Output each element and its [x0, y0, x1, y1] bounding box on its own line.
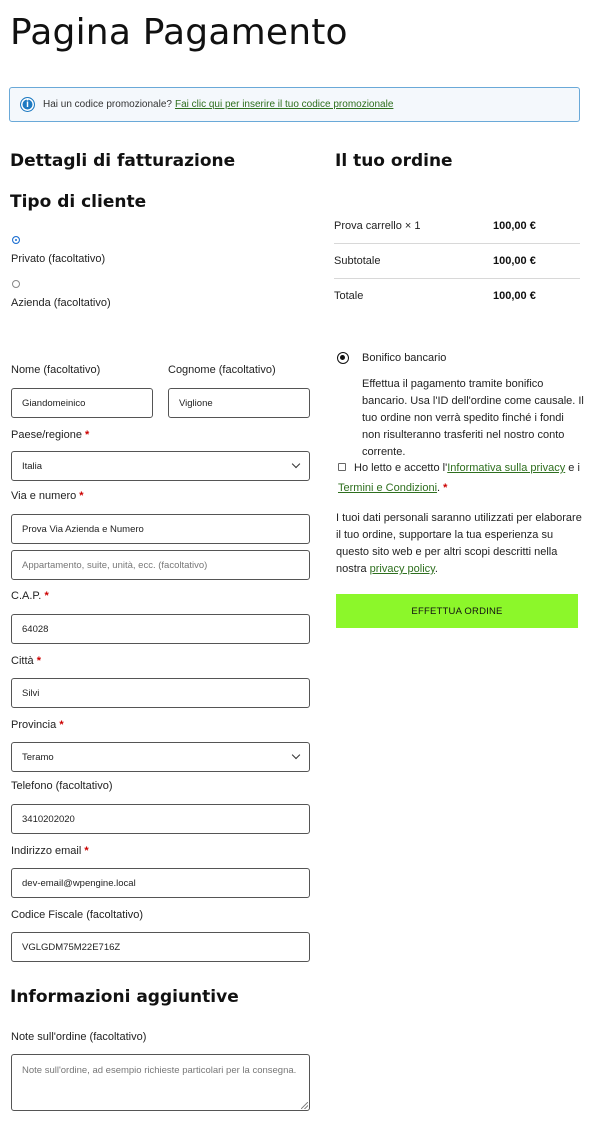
additional-info-heading: Informazioni aggiuntive — [10, 987, 239, 1007]
city-label: Città * — [11, 655, 41, 667]
customer-type-company-label: Azienda (facoltativo) — [11, 297, 111, 309]
order-row-name: Totale — [334, 289, 364, 302]
street-input[interactable]: Prova Via Azienda e Numero — [11, 514, 310, 544]
phone-input[interactable]: 3410202020 — [11, 804, 310, 834]
terms-text: Ho letto e accetto l' — [354, 462, 448, 474]
payment-description: Effettua il pagamento tramite bonifico bancario. Usa l'ID dell'ordine come causale. Il tuo ordine non verrà spedito finché i fondi non risulteranno trasferiti nel nostro conto corrente. — [362, 378, 584, 458]
first-name-label: Nome (facoltativo) — [11, 364, 101, 376]
street-line2-input[interactable]: Appartamento, suite, unità, ecc. (facoltativo) — [11, 550, 310, 580]
country-select[interactable] — [11, 451, 310, 481]
terms-text: . — [437, 482, 441, 494]
customer-type-company-radio[interactable] — [12, 280, 20, 288]
city-input[interactable]: Silvi — [11, 678, 310, 708]
terms-checkbox-row — [338, 458, 583, 498]
order-notes-placeholder: Note sull'ordine, ad esempio richieste particolari per la consegna. — [22, 1065, 297, 1076]
privacy-policy-link-2[interactable]: privacy policy — [369, 563, 435, 575]
order-row-value: 100,00 € — [493, 289, 536, 302]
coupon-notice-text: Hai un codice promozionale? — [43, 99, 172, 110]
order-row-total — [334, 278, 580, 313]
order-row-subtotal — [334, 243, 580, 278]
chevron-down-icon — [292, 751, 300, 759]
email-label: Indirizzo email * — [11, 845, 89, 857]
terms-text: e i — [565, 462, 580, 474]
terms-conditions-link[interactable]: Termini e Condizioni — [338, 482, 438, 494]
email-input[interactable]: dev-email@wpengine.local — [11, 868, 310, 898]
country-select-value: Italia — [22, 460, 43, 472]
payment-bank-transfer-radio[interactable] — [337, 352, 349, 364]
street-label: Via e numero * — [11, 490, 84, 502]
cap-label: C.A.P. * — [11, 590, 49, 602]
customer-type-heading: Tipo di cliente — [10, 192, 147, 212]
chevron-down-icon — [292, 460, 300, 468]
place-order-button[interactable]: EFFETTUA ORDINE — [336, 594, 578, 628]
privacy-text-end: . — [434, 563, 438, 575]
order-notes-textarea[interactable] — [11, 1054, 310, 1111]
privacy-policy-link[interactable]: Informativa sulla privacy — [447, 462, 566, 474]
privacy-notice — [336, 510, 582, 578]
province-label: Provincia * — [11, 719, 64, 731]
last-name-label: Cognome (facoltativo) — [168, 364, 276, 376]
privacy-text: I tuoi dati personali saranno utilizzati per elaborare il tuo ordine, supportare la tua esperienza su questo sito web e per altri scopi descritti nella nostra — [336, 512, 582, 575]
first-name-input[interactable]: Giandomeinico — [11, 388, 153, 418]
fiscal-code-input[interactable]: VGLGDM75M22E716Z — [11, 932, 310, 962]
required-mark: * — [443, 482, 448, 494]
terms-checkbox[interactable] — [338, 463, 346, 471]
page-title: Pagina Pagamento — [10, 12, 348, 53]
order-row-product — [334, 208, 580, 243]
customer-type-private-radio[interactable] — [12, 236, 20, 244]
order-heading: Il tuo ordine — [335, 151, 453, 171]
cap-input[interactable]: 64028 — [11, 614, 310, 644]
phone-label: Telefono (facoltativo) — [11, 780, 113, 792]
info-icon: i — [20, 97, 35, 112]
resize-handle-icon[interactable] — [301, 1102, 308, 1109]
country-label: Paese/regione * — [11, 429, 90, 441]
fiscal-code-label: Codice Fiscale (facoltativo) — [11, 909, 144, 921]
payment-method-label: Bonifico bancario — [362, 352, 447, 364]
customer-type-private-label: Privato (facoltativo) — [11, 253, 106, 265]
coupon-notice — [9, 87, 580, 122]
province-select[interactable] — [11, 742, 310, 772]
province-select-value: Teramo — [22, 751, 54, 763]
billing-heading: Dettagli di fatturazione — [10, 151, 236, 171]
coupon-link[interactable]: Fai clic qui per inserire il tuo codice promozionale — [174, 99, 394, 110]
order-row-name: Prova carrello × 1 — [334, 219, 421, 232]
order-row-name: Subtotale — [334, 254, 381, 267]
order-row-value: 100,00 € — [493, 219, 536, 232]
order-notes-label: Note sull'ordine (facoltativo) — [11, 1031, 147, 1043]
order-row-value: 100,00 € — [493, 254, 536, 267]
last-name-input[interactable]: Viglione — [168, 388, 310, 418]
